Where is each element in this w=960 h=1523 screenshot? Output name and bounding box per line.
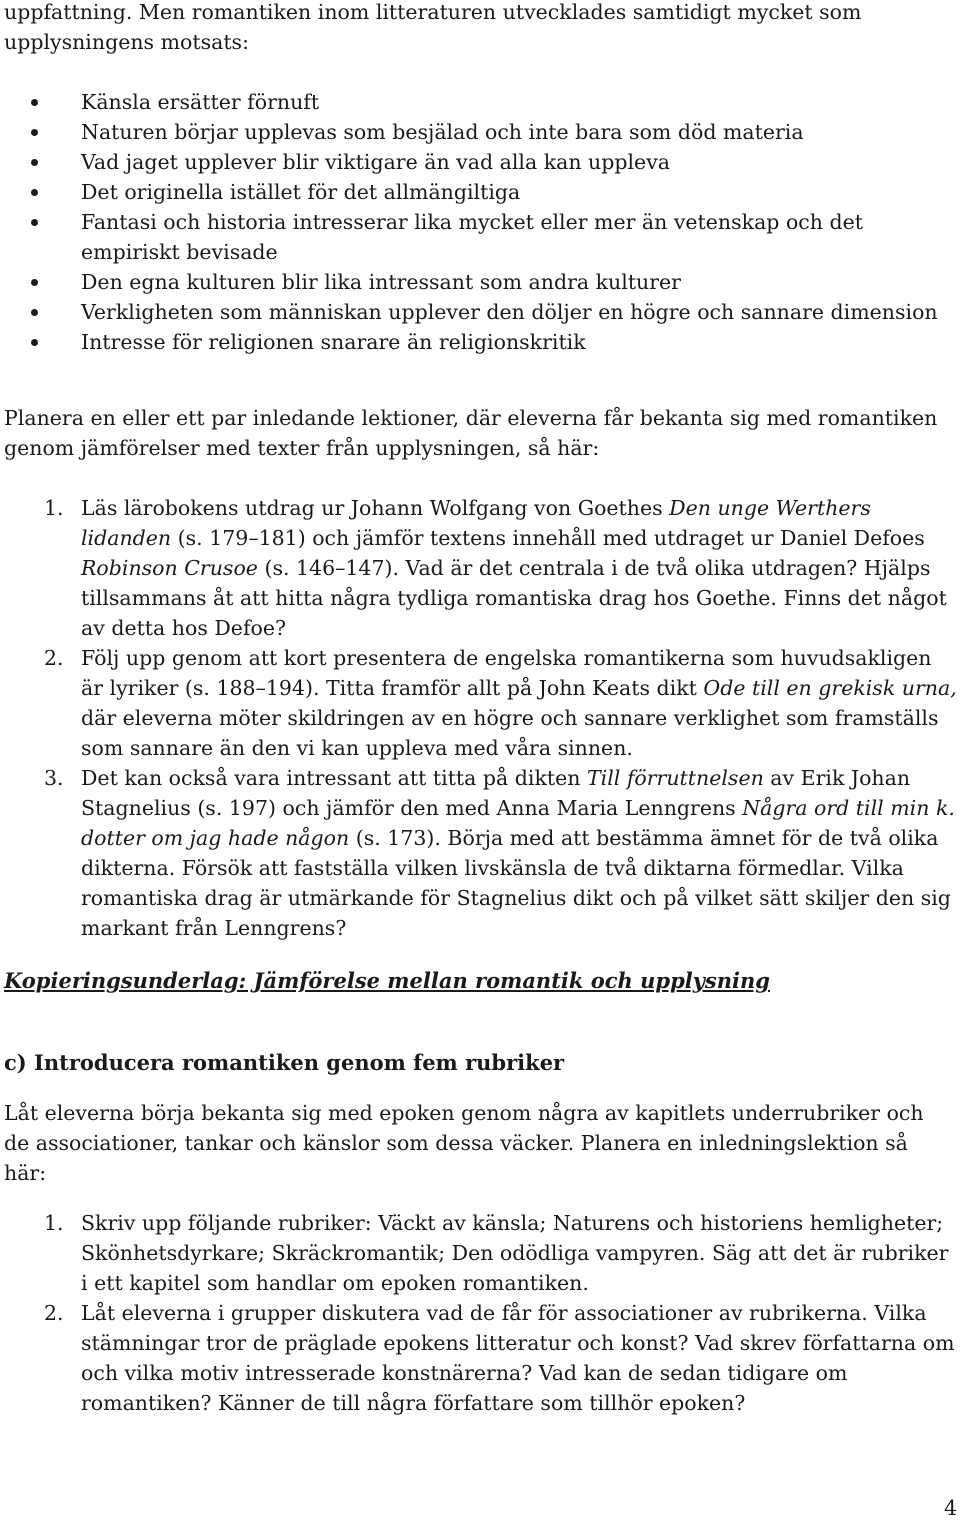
item-number: 1.: [44, 1211, 64, 1235]
bullet-icon: [31, 279, 38, 286]
work-title: Robinson Crusoe: [81, 556, 258, 580]
bullet-icon: [31, 309, 38, 316]
list-item: [0, 267, 950, 297]
work-title: Den unge Werthers lidanden: [81, 496, 871, 550]
list-item-text: Fantasi och historia intresserar lika mycket eller mer än vetenskap och det empiriskt bevisade: [81, 210, 863, 264]
work-title: Ode till en grekisk urna,: [703, 676, 957, 700]
intro-lesson-steps-list: [0, 1208, 958, 1418]
item-number: 2.: [44, 1301, 64, 1325]
text-run: Det kan också vara intressant att titta på dikten: [81, 766, 587, 790]
list-item-text: Vad jaget upplever blir viktigare än vad alla kan uppleva: [81, 150, 670, 174]
list-item: [0, 177, 950, 207]
numbered-item: [0, 1298, 958, 1418]
text-run: (s. 179–181) och jämför textens innehåll med utdraget ur Daniel Defoes: [171, 526, 925, 550]
romanticism-traits-list: [0, 87, 950, 357]
bullet-icon: [31, 159, 38, 166]
list-item: [0, 117, 950, 147]
item-number: 2.: [44, 646, 64, 670]
list-item: [0, 327, 950, 357]
lesson-steps-list: [0, 493, 958, 943]
list-item: [0, 297, 950, 327]
copy-material-link[interactable]: Kopieringsunderlag: Jämförelse mellan romantik och upplysning: [4, 968, 770, 993]
item-text: [81, 766, 955, 940]
text-run: Följ upp genom att kort presentera de engelska romantikerna som huvudsakligen är lyriker (s. 188–194). Titta framför allt på John Keats dikt: [81, 646, 932, 700]
item-text: [81, 646, 957, 760]
bullet-icon: [31, 99, 38, 106]
text-run: (s. 173). Börja med att bestämma ämnet för de två olika dikterna. Försök att fastställa vilken livskänsla de två diktarna förmedlar. Vilka romantiska drag är utmärkande för Stagnelius dikt och på vilket sätt skiljer den sig markant från Lenngrens?: [81, 826, 951, 940]
text-run: Läs lärobokens utdrag ur Johann Wolfgang von Goethes: [81, 496, 670, 520]
list-item-text: Den egna kulturen blir lika intressant som andra kulturer: [81, 270, 681, 294]
list-item-text: Känsla ersätter förnuft: [81, 90, 320, 114]
numbered-item: [0, 493, 958, 643]
numbered-item: [0, 763, 958, 943]
list-item-text: Naturen börjar upplevas som besjälad och inte bara som död materia: [81, 120, 804, 144]
item-text: [81, 496, 947, 640]
text-run: där eleverna möter skildringen av en högre och sannare verklighet som framställs som sannare än den vi kan uppleva med våra sinnen.: [81, 706, 939, 760]
list-item-text: Det originella istället för det allmängiltiga: [81, 180, 521, 204]
page-number: 4: [943, 1496, 957, 1520]
list-item: [0, 147, 950, 177]
section-c-intro: Låt eleverna börja bekanta sig med epoken genom några av kapitlets underrubriker och de associationer, tankar och känslor som dessa väcker. Planera en inledningslektion så här:: [4, 1101, 924, 1185]
item-number: 3.: [44, 766, 64, 790]
list-item: [0, 87, 950, 117]
work-title: Några ord till min k. dotter om jag hade någon: [81, 796, 955, 850]
bullet-icon: [31, 219, 38, 226]
item-text: Skriv upp följande rubriker: Väckt av känsla; Naturens och historiens hemligheter; Skönhetsdyrkare; Skräckromantik; Den odödliga vampyren. Säg att det är rubriker i ett kapitel som handlar om epoken romantiken.: [81, 1211, 949, 1295]
work-title: Till förruttnelsen: [586, 766, 764, 790]
list-item: [0, 207, 950, 267]
item-text: Låt eleverna i grupper diskutera vad de får för associationer av rubrikerna. Vilka stämningar tror de präglade epokens litteratur och konst? Vad skrev författarna om och vilka motiv intresserade konstnärerna? Vad kan de sedan tidigare om romantiken? Känner de till några författare som tillhör epoken?: [81, 1301, 955, 1415]
text-run: (s. 146–147). Vad är det centrala i de två olika utdragen? Hjälps tillsammans åt att hitta några tydliga romantiska drag hos Goethe. Finns det något av detta hos Defoe?: [81, 556, 947, 640]
section-c-heading: c) Introducera romantiken genom fem rubriker: [4, 1050, 565, 1075]
numbered-item: [0, 1208, 958, 1298]
bullet-icon: [31, 189, 38, 196]
list-item-text: Intresse för religionen snarare än religionskritik: [81, 330, 586, 354]
lesson-plan-paragraph: Planera en eller ett par inledande lektioner, där eleverna får bekanta sig med romantiken genom jämförelser med texter från upplysningen, så här:: [4, 406, 938, 460]
intro-paragraph: uppfattning. Men romantiken inom litteraturen utvecklades samtidigt mycket som upplysningens motsats:: [4, 0, 862, 54]
numbered-item: [0, 643, 958, 763]
list-item-text: Verkligheten som människan upplever den döljer en högre och sannare dimension: [81, 300, 938, 324]
text-run: av Erik Johan Stagnelius (s. 197) och jämför den med Anna Maria Lenngrens: [81, 766, 911, 820]
bullet-icon: [31, 339, 38, 346]
item-number: 1.: [44, 496, 64, 520]
bullet-icon: [31, 129, 38, 136]
